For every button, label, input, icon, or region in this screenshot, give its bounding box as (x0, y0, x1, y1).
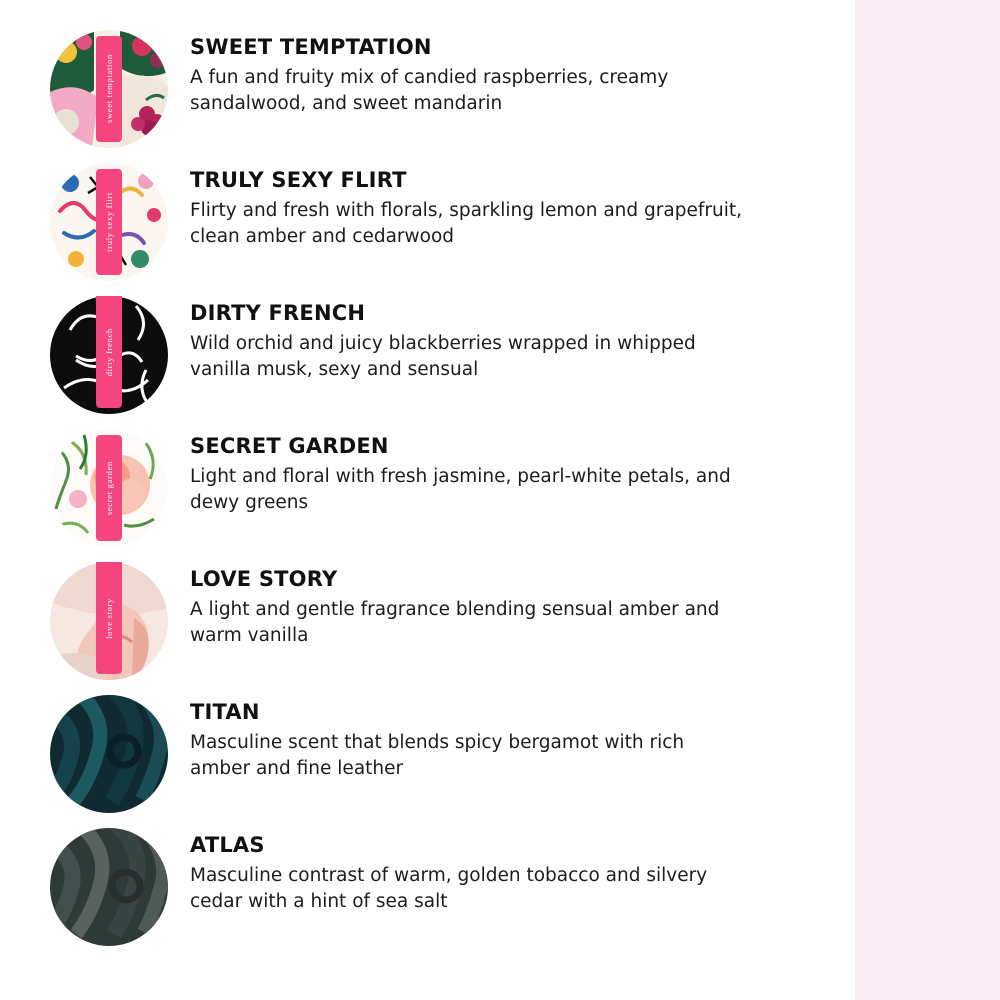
list-item (50, 828, 750, 950)
strip-label-text: love story (104, 597, 114, 639)
strip-label-text: sweet temptation (104, 54, 114, 124)
product-text (190, 562, 750, 648)
product-thumbnail (50, 695, 168, 813)
product-thumbnail (50, 429, 168, 547)
product-description: A light and gentle fragrance blending sensual amber and warm vanilla (190, 599, 720, 646)
product-text (190, 163, 750, 249)
product-thumbnail (50, 828, 168, 946)
product-description: Light and floral with fresh jasmine, pearl-white petals, and dewy greens (190, 466, 731, 513)
product-text (190, 296, 750, 382)
product-title: DIRTY FRENCH (190, 301, 366, 325)
list-item (50, 562, 750, 684)
product-title: SECRET GARDEN (190, 434, 389, 458)
product-strip-label (96, 36, 122, 142)
product-thumbnail (50, 296, 168, 414)
product-description: A fun and fruity mix of candied raspberries, creamy sandalwood, and sweet mandarin (190, 67, 669, 114)
product-thumbnail (50, 163, 168, 281)
product-description: Masculine contrast of warm, golden tobacco and silvery cedar with a hint of sea salt (190, 865, 708, 912)
product-list (50, 30, 750, 961)
product-title: TRULY SEXY FLIRT (190, 168, 407, 192)
product-strip-label (96, 435, 122, 541)
product-title: TITAN (190, 700, 260, 724)
product-title: ATLAS (190, 833, 265, 857)
product-description: Flirty and fresh with florals, sparkling lemon and grapefruit, clean amber and cedarwood (190, 200, 742, 247)
product-thumbnail (50, 30, 168, 148)
product-text (190, 30, 750, 116)
right-decorative-panel (855, 0, 1000, 1000)
product-text (190, 828, 750, 914)
product-description: Masculine scent that blends spicy bergamot with rich amber and fine leather (190, 732, 685, 779)
list-item (50, 296, 750, 418)
thumb-atlas (50, 828, 168, 946)
strip-label-text: dirty french (104, 327, 114, 377)
product-strip-label (96, 562, 122, 674)
list-item (50, 30, 750, 152)
product-strip-label (96, 169, 122, 275)
product-title: LOVE STORY (190, 567, 338, 591)
strip-label-text: secret garden (104, 460, 114, 516)
strip-label-text: truly sexy flirt (104, 192, 114, 252)
product-strip-label (96, 296, 122, 408)
product-description: Wild orchid and juicy blackberries wrapped in whipped vanilla musk, sexy and sensual (190, 333, 696, 380)
product-text (190, 695, 750, 781)
product-thumbnail (50, 562, 168, 680)
list-item (50, 163, 750, 285)
list-item (50, 429, 750, 551)
list-item (50, 695, 750, 817)
product-title: SWEET TEMPTATION (190, 35, 432, 59)
product-text (190, 429, 750, 515)
thumb-titan (50, 695, 168, 813)
